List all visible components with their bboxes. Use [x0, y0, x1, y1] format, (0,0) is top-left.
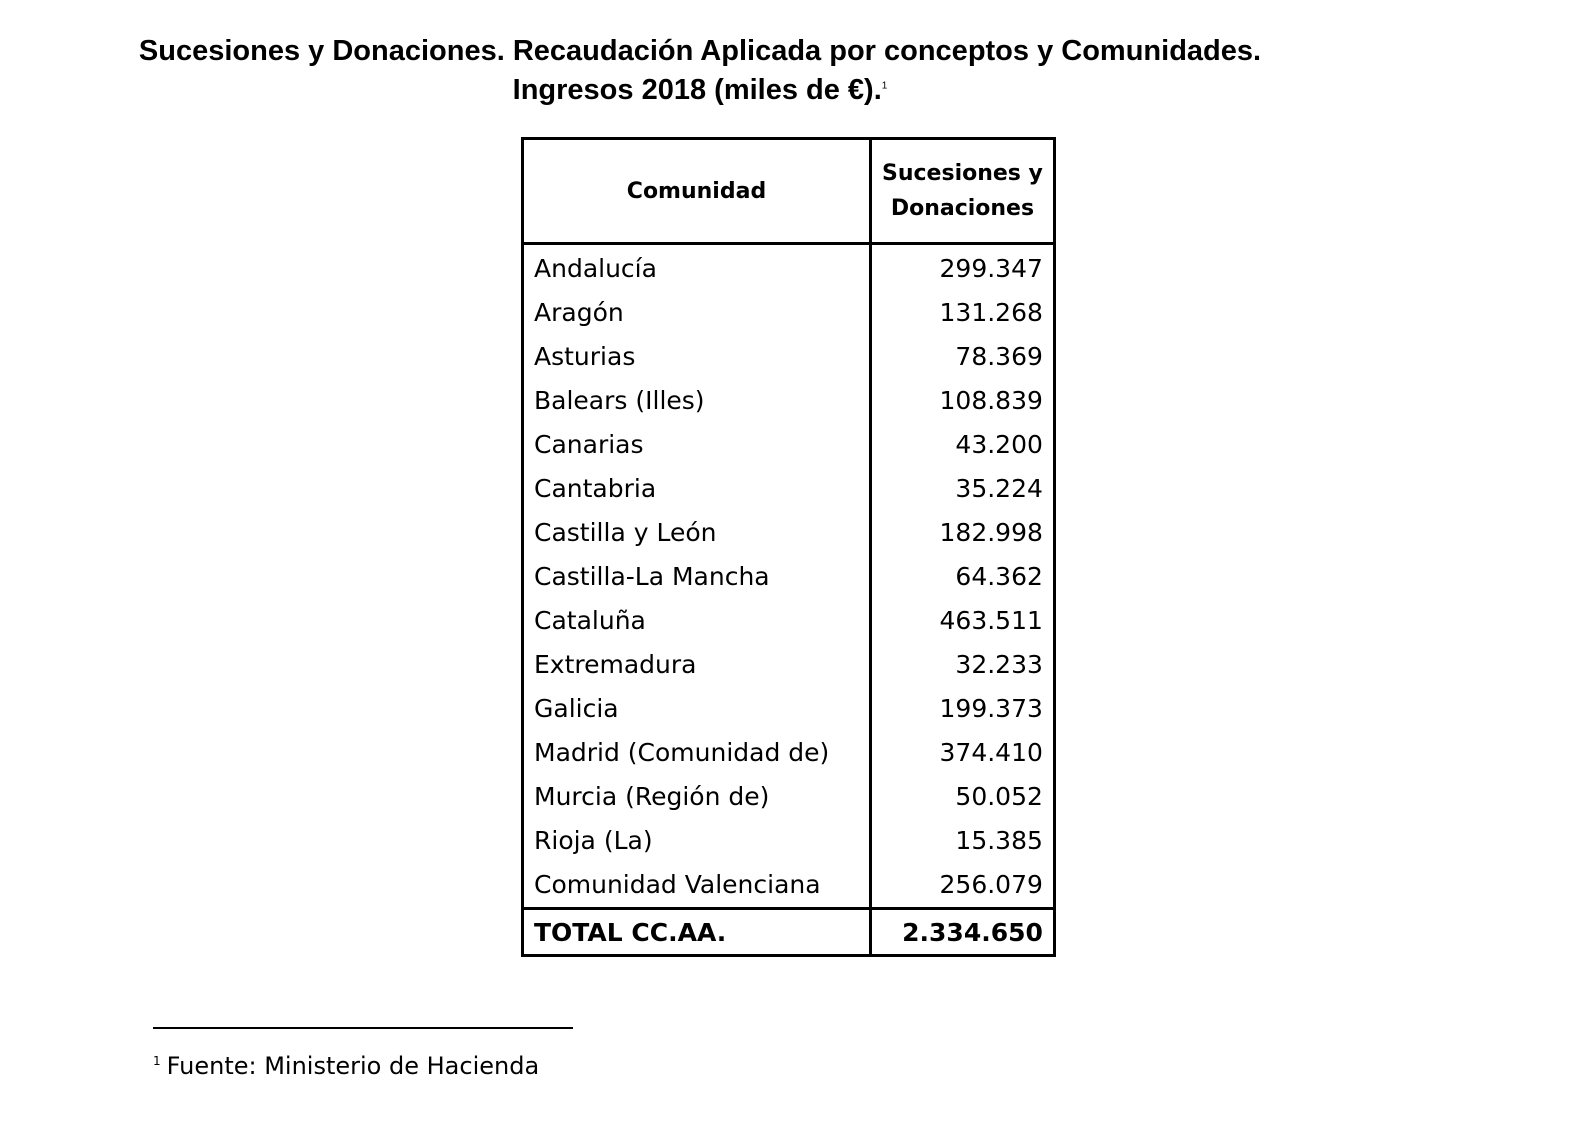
- row-value: 299.347: [871, 244, 1055, 292]
- row-value: 199.373: [871, 687, 1055, 731]
- row-comunidad: Cataluña: [523, 599, 871, 643]
- row-comunidad: Balears (Illes): [523, 379, 871, 423]
- title-line-2: [0, 71, 1400, 110]
- row-comunidad: Castilla y León: [523, 511, 871, 555]
- footnote-text: Fuente: Ministerio de Hacienda: [166, 1052, 540, 1080]
- table-row: [523, 467, 1055, 511]
- row-comunidad: Castilla-La Mancha: [523, 555, 871, 599]
- table-row: [523, 687, 1055, 731]
- table-row: [523, 423, 1055, 467]
- row-value: 35.224: [871, 467, 1055, 511]
- table-row: [523, 244, 1055, 292]
- table-row: [523, 555, 1055, 599]
- page-title: [0, 32, 1400, 110]
- table-body: [523, 244, 1055, 909]
- total-label: TOTAL CC.AA.: [523, 909, 871, 956]
- row-comunidad: Aragón: [523, 291, 871, 335]
- table-header-row: [523, 139, 1055, 244]
- row-value: 463.511: [871, 599, 1055, 643]
- table-row: [523, 863, 1055, 909]
- row-comunidad: Rioja (La): [523, 819, 871, 863]
- footnote-mark: 1: [153, 1054, 161, 1068]
- row-comunidad: Extremadura: [523, 643, 871, 687]
- row-comunidad: Murcia (Región de): [523, 775, 871, 819]
- revenue-table: [521, 137, 1056, 957]
- row-value: 43.200: [871, 423, 1055, 467]
- title-line-2-text: Ingresos 2018 (miles de €).: [512, 74, 882, 106]
- table-row: [523, 291, 1055, 335]
- header-comunidad: Comunidad: [523, 139, 871, 244]
- footnote: [153, 1052, 539, 1080]
- row-comunidad: Comunidad Valenciana: [523, 863, 871, 909]
- footnote-separator: [153, 1027, 573, 1029]
- row-value: 131.268: [871, 291, 1055, 335]
- row-value: 15.385: [871, 819, 1055, 863]
- row-comunidad: Madrid (Comunidad de): [523, 731, 871, 775]
- table-row: [523, 775, 1055, 819]
- row-value: 108.839: [871, 379, 1055, 423]
- table-row: [523, 379, 1055, 423]
- row-comunidad: Canarias: [523, 423, 871, 467]
- table-row: [523, 643, 1055, 687]
- row-value: 32.233: [871, 643, 1055, 687]
- total-value: 2.334.650: [871, 909, 1055, 956]
- title-line-1: Sucesiones y Donaciones. Recaudación Aplicada por conceptos y Comunidades.: [138, 35, 1262, 67]
- row-comunidad: Galicia: [523, 687, 871, 731]
- row-value: 182.998: [871, 511, 1055, 555]
- table-row: [523, 731, 1055, 775]
- row-value: 78.369: [871, 335, 1055, 379]
- table-row: [523, 819, 1055, 863]
- row-comunidad: Cantabria: [523, 467, 871, 511]
- row-comunidad: Asturias: [523, 335, 871, 379]
- header-col2-line1: Sucesiones y: [882, 161, 1043, 186]
- row-value: 256.079: [871, 863, 1055, 909]
- total-row: [523, 909, 1055, 956]
- table-row: [523, 511, 1055, 555]
- table-row: [523, 599, 1055, 643]
- row-value: 64.362: [871, 555, 1055, 599]
- row-value: 374.410: [871, 731, 1055, 775]
- row-value: 50.052: [871, 775, 1055, 819]
- table-row: [523, 335, 1055, 379]
- header-col2-line2: Donaciones: [890, 196, 1035, 221]
- title-footnote-mark: 1: [881, 80, 888, 92]
- header-sucesiones-donaciones: [871, 139, 1055, 244]
- row-comunidad: Andalucía: [523, 244, 871, 292]
